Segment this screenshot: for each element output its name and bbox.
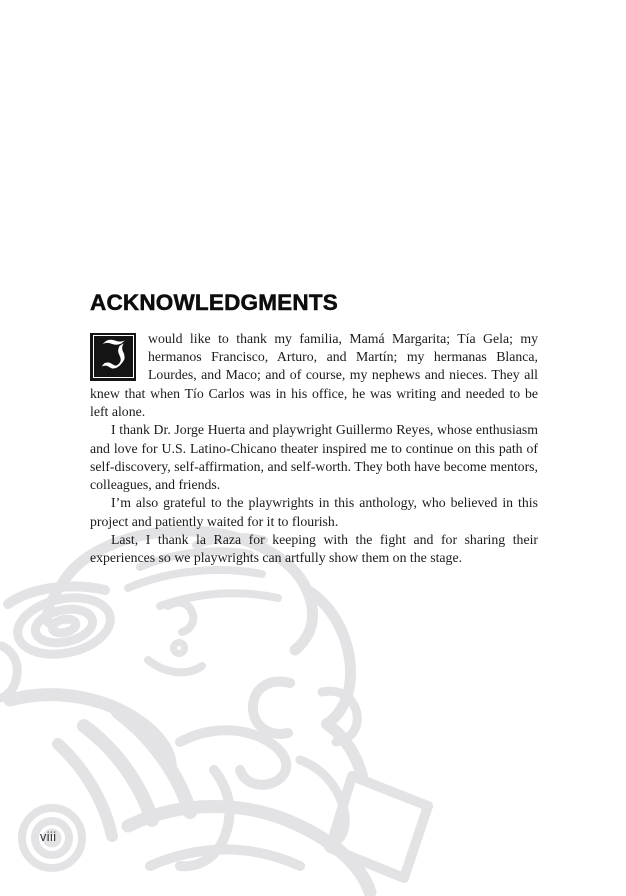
drop-cap-letter-icon: ℑ [99, 333, 127, 378]
paragraph-3: I’m also grateful to the playwrights in this anthology, who believed in this project and patiently waited for it to flourish. [90, 495, 538, 529]
paragraph-1 [90, 330, 538, 421]
drop-cap [90, 333, 136, 381]
text-block [90, 291, 538, 568]
paragraph-2: I thank Dr. Jorge Huerta and playwright Guillermo Reyes, whose enthusiasm and love for U.S. Latino-Chicano theater inspired me to continue on this path of self-discovery, self-affirmation, and self-worth. They both have become mentors, colleagues, and friends. [90, 422, 538, 493]
paragraph-1-text: would like to thank my familia, Mamá Margarita; Tía Gela; my hermanos Francisco, Arturo, and Martín; my hermanas Blanca, Lourdes, and Maco; and of course, my nephews and nieces. They all knew that when Tío Carlos was in his office, he was writing and needed to be left alone. [90, 330, 538, 419]
page-number: viii [40, 830, 57, 844]
paragraph-4: Last, I thank la Raza for keeping with the fight and for sharing their experiences so we playwrights can artfully show them on the stage. [90, 532, 538, 566]
page-title: ACKNOWLEDGMENTS [90, 290, 338, 315]
